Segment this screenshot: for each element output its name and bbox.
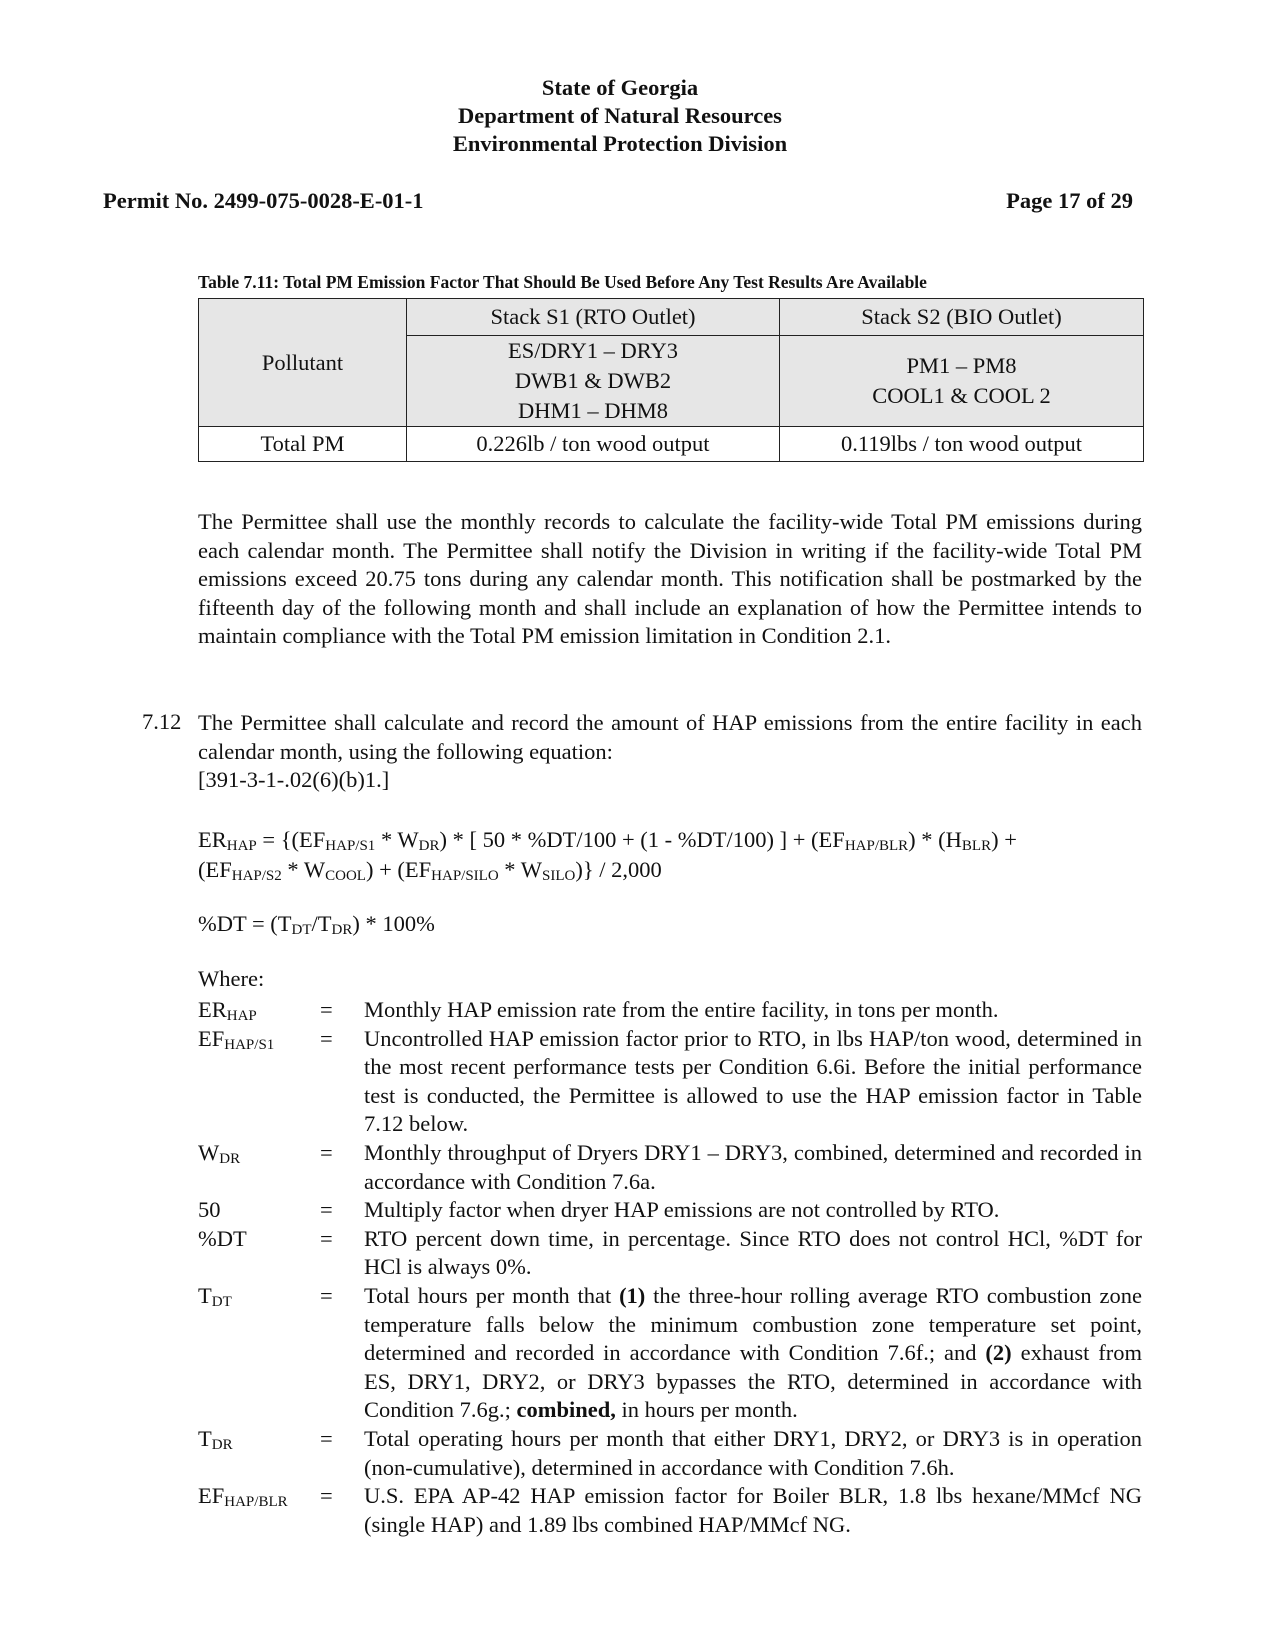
agency-header xyxy=(0,74,1240,158)
definition-item xyxy=(198,1025,1142,1139)
section-text: The Permittee shall calculate and record the amount of HAP emissions from the entire facility in each calendar month, using the following equation: xyxy=(198,710,1142,764)
eq-term: = {(EF xyxy=(256,827,326,852)
def-equals: = xyxy=(320,997,333,1022)
eq-term: * W xyxy=(281,857,326,882)
def-text: U.S. EPA AP-42 HAP emission factor for Boiler BLR, 1.8 lbs hexane/MMcf NG (single HAP) and 1.89 lbs combined HAP/MMcf NG. xyxy=(364,1483,1142,1537)
def-text: Uncontrolled HAP emission factor prior to RTO, in lbs HAP/ton wood, determined in the most recent performance tests per Condition 6.6i. Before the initial performance test is conducted, the Permittee is allowed to use the HAP emission factor in Table 7.12 below. xyxy=(364,1025,1142,1137)
monthly-records-paragraph: The Permittee shall use the monthly records to calculate the facility-wide Total PM emissions during each calendar month. The Permittee shall notify the Division in writing if the facility-wide Total PM emissions exceed 20.75 tons during any calendar month. This notification shall be postmarked by the fifteenth day of the following month and shall include an explanation of how the Permittee intends to maintain compliance with the Total PM emission limitation in Condition 2.1. xyxy=(198,509,1142,649)
eq-term: ER xyxy=(198,827,227,852)
eq-sub: HAP xyxy=(226,838,257,854)
eq-term: ) * [ 50 * %DT/100 + (1 - %DT/100) ] + (EF xyxy=(439,827,845,852)
section-citation: [391-3-1-.02(6)(b)1.] xyxy=(198,767,390,793)
def-text: Total operating hours per month that either DRY1, DRY2, or DRY3 is in operation (non-cumulative), determined in accordance with Condition 7.6h. xyxy=(364,1425,1142,1480)
pollutant-cell: Total PM xyxy=(199,427,407,462)
eq-sub: DT xyxy=(291,922,312,938)
eq-sub: HAP/SILO xyxy=(431,868,499,884)
stack-s2-sources xyxy=(780,336,1144,427)
eq-term: (EF xyxy=(198,857,232,882)
table-row xyxy=(199,427,1144,462)
def-text: Monthly throughput of Dryers DRY1 – DRY3, combined, determined and recorded in accordance with Condition 7.6a. xyxy=(364,1139,1142,1194)
def-symbol: $W_{DR}$ xyxy=(198,1139,241,1167)
eq-sub: BLR xyxy=(961,838,992,854)
definition-item xyxy=(198,1225,1142,1282)
department-name: Department of Natural Resources xyxy=(458,103,782,128)
s1-source: DWB1 & DWB2 xyxy=(514,368,672,393)
eq-sub: DR xyxy=(331,922,353,938)
table-header-row xyxy=(199,299,1144,336)
def-equals: = xyxy=(320,1282,333,1308)
def-equals: = xyxy=(320,1225,333,1251)
eq-term: * W xyxy=(375,827,419,852)
def-text: Total hours per month that (1) the three-hour rolling average RTO combustion zone temperature falls below the minimum combustion zone temperature set point, determined and recorded in accordance with Condition 7.6f.; and (2) exhaust from ES, DRY1, DRY2, or DRY3 bypasses the RTO, determined in accordance with Condition 7.6g.; combined, in hours per month. xyxy=(364,1282,1142,1423)
eq-term: %DT = (T xyxy=(198,911,292,936)
eq-sub: SILO xyxy=(542,868,576,884)
def-equals: = xyxy=(320,1025,333,1051)
eq-sub: HAP/BLR xyxy=(844,838,909,854)
def-equals: = xyxy=(320,1139,333,1165)
definition-item xyxy=(198,1482,1142,1539)
eq-sub: DR xyxy=(418,838,440,854)
def-symbol: $T_{DR}$ xyxy=(198,1425,233,1453)
pm-emission-table xyxy=(198,298,1144,462)
def-symbol: 50 xyxy=(198,1197,221,1223)
def-symbol: $EF_{HAP/S1}$ xyxy=(198,1025,275,1053)
stack-s1-sources xyxy=(407,336,780,427)
def-text: Multiply factor when dryer HAP emissions are not controlled by RTO. xyxy=(364,1197,1000,1223)
def-symbol: $EF_{HAP/BLR}$ xyxy=(198,1483,288,1511)
eq-term: /T xyxy=(311,911,332,936)
eq-sub: COOL xyxy=(325,868,366,884)
permit-row xyxy=(103,188,1133,214)
s1-value-cell: 0.226lb / ton wood output xyxy=(407,427,780,462)
s1-source: DHM1 – DHM8 xyxy=(517,398,668,423)
definitions-list xyxy=(198,996,1142,1539)
pollutant-header: Pollutant xyxy=(199,299,407,427)
hap-equation xyxy=(198,825,1142,885)
eq-term: ) * (H xyxy=(908,827,962,852)
s2-value-cell: 0.119lbs / ton wood output xyxy=(780,427,1144,462)
section-number: 7.12 xyxy=(142,709,182,734)
eq-term: * W xyxy=(498,857,543,882)
def-symbol: %DT xyxy=(198,1225,247,1251)
stack-s1-header: Stack S1 (RTO Outlet) xyxy=(407,299,780,336)
table-caption: Table 7.11: Total PM Emission Factor That Should Be Used Before Any Test Results Are Available xyxy=(198,272,927,292)
def-symbol: $T_{DT}$ xyxy=(198,1282,232,1310)
definition-item xyxy=(198,1196,1142,1225)
definition-item xyxy=(198,996,1142,1025)
where-label: Where: xyxy=(198,966,265,991)
section-7-12-paragraph xyxy=(198,709,1142,795)
eq-term: ) * 100% xyxy=(352,911,435,936)
eq-term: )} / 2,000 xyxy=(575,857,662,882)
page-number: Page 17 of 29 xyxy=(1006,188,1133,213)
eq-term: ) + (EF xyxy=(365,857,432,882)
eq-term: ) + xyxy=(991,827,1017,852)
def-symbol: $ER_{HAP}$ xyxy=(198,997,257,1024)
eq-sub: HAP/S1 xyxy=(325,838,376,854)
s2-source: COOL1 & COOL 2 xyxy=(872,383,1051,408)
def-equals: = xyxy=(320,1483,333,1509)
stack-s2-header: Stack S2 (BIO Outlet) xyxy=(780,299,1144,336)
permit-number: Permit No. 2499-075-0028-E-01-1 xyxy=(103,188,424,213)
definition-item xyxy=(198,1139,1142,1196)
dt-equation xyxy=(198,909,1142,939)
def-text: Monthly HAP emission rate from the entire facility, in tons per month. xyxy=(364,997,999,1022)
def-text: RTO percent down time, in percentage. Since RTO does not control HCl, %DT for HCl is always 0%. xyxy=(364,1225,1142,1280)
definition-item xyxy=(198,1425,1142,1482)
state-name: State of Georgia xyxy=(541,75,699,100)
division-name: Environmental Protection Division xyxy=(452,131,788,156)
def-equals: = xyxy=(320,1197,333,1223)
s2-source: PM1 – PM8 xyxy=(906,353,1017,378)
definition-item xyxy=(198,1282,1142,1425)
s1-source: ES/DRY1 – DRY3 xyxy=(507,338,679,363)
eq-sub: HAP/S2 xyxy=(231,868,282,884)
def-equals: = xyxy=(320,1425,333,1451)
